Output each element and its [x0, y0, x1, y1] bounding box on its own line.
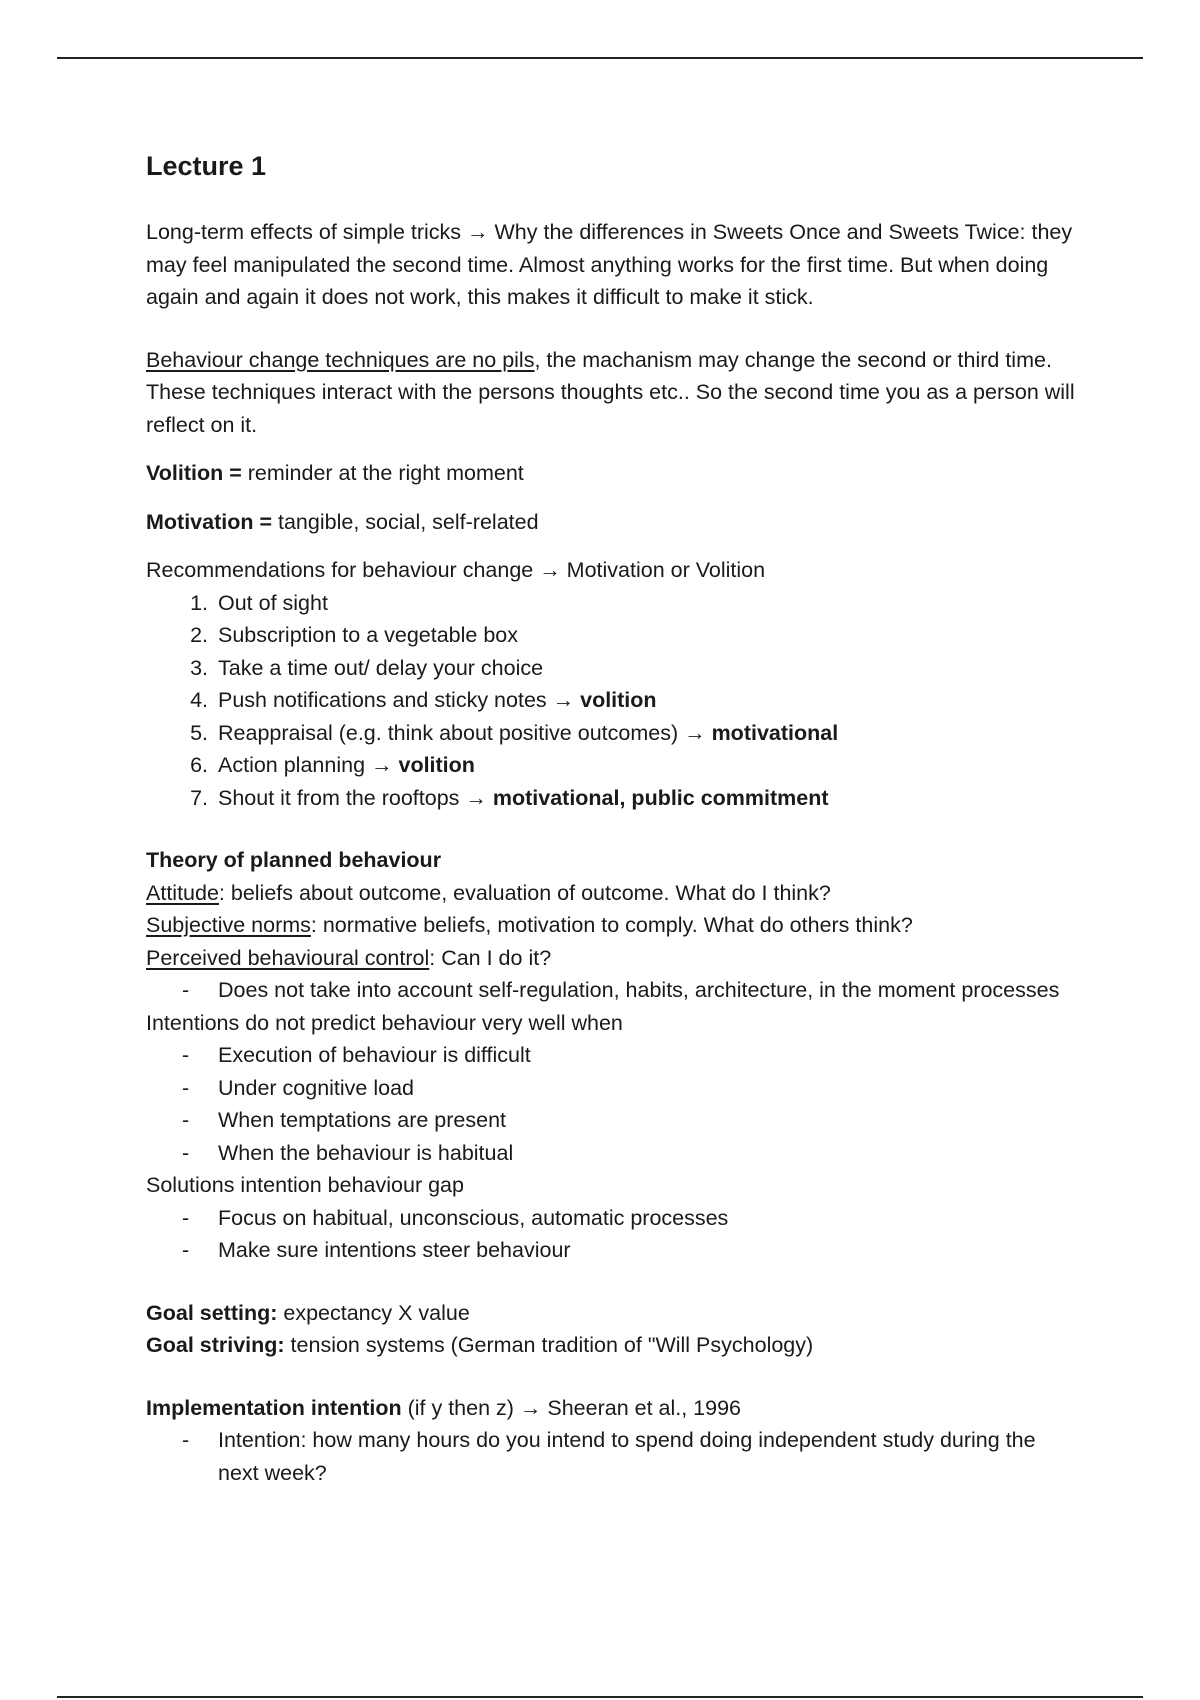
- document-body: [146, 148, 1076, 1489]
- page-title: Lecture 1: [146, 151, 267, 181]
- implementation-intention: Implementation intention (if y then z) → Sheeran et al., 1996: [146, 1395, 742, 1420]
- list-item: - Under cognitive load: [182, 1075, 415, 1100]
- intentions-heading: Intentions do not predict behaviour very well when: [146, 1010, 623, 1035]
- implementation-list: [146, 1424, 1076, 1489]
- list-item: 5. Reappraisal (e.g. think about positive outcomes) → motivational: [190, 720, 839, 745]
- motivation-def: tangible, social, self-related: [272, 509, 539, 534]
- list-item: - Make sure intentions steer behaviour: [182, 1238, 571, 1262]
- footer-rule: [57, 1696, 1143, 1698]
- tpb-heading: Theory of planned behaviour: [146, 848, 442, 872]
- list-item: - Does not take into account self-regulation, habits, architecture, in the moment processes: [182, 978, 1060, 1002]
- tpb-attitude: Attitude: beliefs about outcome, evaluation of outcome. What do I think?: [146, 880, 831, 905]
- list-item: - Intention: how many hours do you intend to spend doing independent study during the next week?: [182, 1428, 1036, 1485]
- intentions-list: [146, 1039, 1076, 1169]
- goal-striving: Goal striving: tension systems (German tradition of "Will Psychology): [146, 1333, 814, 1357]
- list-item: - When temptations are present: [182, 1108, 507, 1132]
- recommendations-list: [146, 587, 1076, 815]
- volition-term: Volition =: [146, 461, 242, 485]
- tpb-subjective-norms: Subjective norms: normative beliefs, motivation to comply. What do others think?: [146, 913, 913, 937]
- volition-def: reminder at the right moment: [241, 461, 524, 485]
- list-item: - Execution of behaviour is difficult: [182, 1043, 531, 1067]
- list-item: 6. Action planning → volition: [190, 753, 475, 777]
- list-item: 1. Out of sight: [190, 590, 328, 615]
- volition-definition: [146, 457, 1076, 490]
- goal-setting: Goal setting: expectancy X value: [146, 1300, 470, 1325]
- solutions-heading: Solutions intention behaviour gap: [146, 1173, 464, 1197]
- techniques-rest: , the machanism may change the second or third time. These techniques interact with the persons thoughts etc.. So the second time you as a person will reflect on it.: [146, 347, 1075, 437]
- motivation-definition: [146, 506, 1076, 539]
- list-item: - When the behaviour is habitual: [182, 1140, 514, 1165]
- list-item: 2. Subscription to a vegetable box: [190, 623, 519, 647]
- solutions-list: [146, 1202, 1076, 1267]
- recommendations-heading: Recommendations for behaviour change → Motivation or Volition: [146, 558, 766, 582]
- paragraph-techniques: [146, 344, 1076, 442]
- header-rule: [57, 57, 1143, 59]
- paragraph-simple-tricks: Long-term effects of simple tricks → Why the differences in Sweets Once and Sweets Twice: they may feel manipulated the second time. Almost anything works for the first time. But when doing again and again it does not work, this makes it difficult to make it stick.: [146, 220, 1073, 309]
- techniques-underlined: Behaviour change techniques are no pils: [146, 347, 535, 372]
- list-item: - Focus on habitual, unconscious, automatic processes: [182, 1205, 729, 1230]
- list-item: 4. Push notifications and sticky notes → volition: [190, 688, 657, 712]
- motivation-term: Motivation =: [146, 509, 273, 534]
- tpb-perceived-control: Perceived behavioural control: Can I do it?: [146, 945, 552, 970]
- list-item: 7. Shout it from the rooftops → motivational, public commitment: [190, 785, 829, 810]
- tpb-limit-list: [146, 974, 1076, 1007]
- list-item: 3. Take a time out/ delay your choice: [190, 655, 544, 680]
